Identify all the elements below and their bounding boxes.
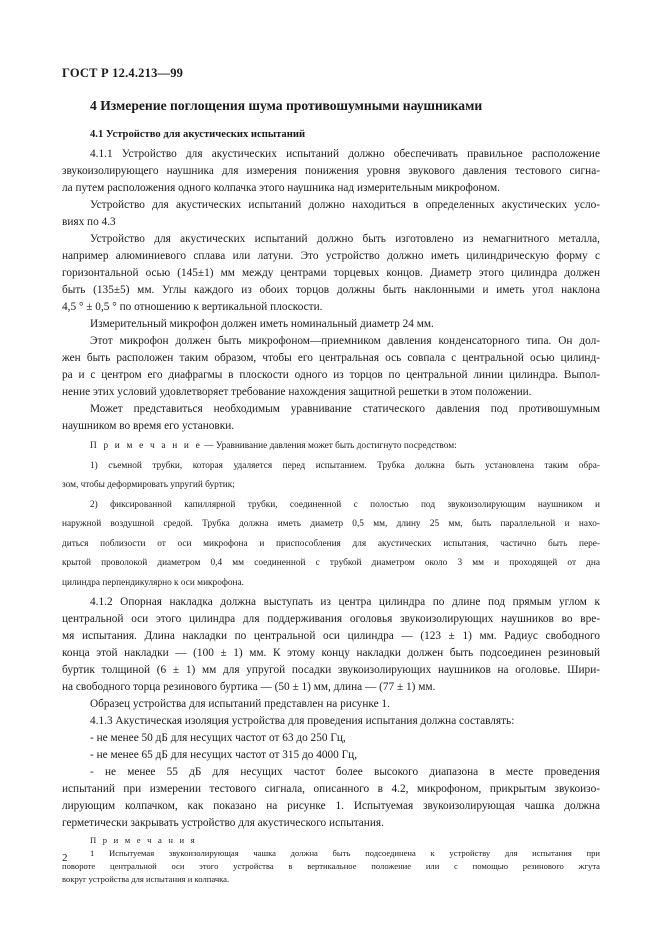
note-line: цилиндра перпендикулярно к оси микрофона. (62, 578, 244, 588)
text-line: Этот микрофон должен быть микрофоном—приемником давления конденсаторного типа. Он дол- (90, 335, 600, 347)
note-line: 1) съемной трубки, которая удаляется перед испытанием. Трубка должна быть установлена таким обра- (90, 461, 600, 471)
text-line: ла путем расположения одного колпачка этого наушника над измерительным микрофоном. (62, 182, 500, 194)
text-line: - не менее 55 дБ для несущих частот более высокого диапазона в месте проведения (90, 766, 600, 778)
text-line: ра и с центром его диафрагмы в плоскости одного из торцов по центральной линии цилиндра. Выпол- (62, 369, 600, 381)
section-title: 4 Измерение поглощения шума противошумными наушниками (90, 98, 483, 113)
page-number: 2 (62, 852, 68, 864)
subsection-title: 4.1 Устройство для акустических испытаний (90, 129, 306, 140)
note-line: 1 Испытуемая звукоизолирующая чашка должна быть подсоединена к устройству для испытания при (90, 848, 600, 858)
text-line: лирующим колпачком, как показано на рисунке 1. Испытуемая звукоизолирующая чашка должна (62, 800, 600, 812)
text-line: нение этих условий удовлетворяет требование нахождения защитной решетки в этом положении. (62, 386, 532, 398)
text-line: быть (135±5) мм. Углы каждого из обоих торцов должны быть наклонными и иметь угол наклона (62, 284, 600, 296)
note-line: диться поблизости от оси микрофона и приспособления для акустических испытания, частично быть пере- (62, 539, 600, 549)
document-code: ГОСТ Р 12.4.213—99 (62, 66, 184, 80)
text-line: - не менее 50 дБ для несущих частот от 63 до 250 Гц, (90, 732, 346, 744)
text-line: Измерительный микрофон должен иметь номинальный диаметр 24 мм. (90, 318, 434, 330)
text-line: жен быть расположен таким образом, чтобы его центральная ось совпала с центральной осью цилинд- (62, 352, 600, 364)
text-line: наушником во время его установки. (62, 420, 235, 432)
text-line: горизонтальной осью (145±1) мм между центрами торцевых концов. Диаметр этого цилиндра должен (62, 267, 600, 279)
text-line: буртик толщиной (6 ± 1) мм для упругой посадки звукоизолирующих наушников на оголовье. Шири- (62, 664, 600, 676)
text-line: герметически закрывать устройство для акустического испытания. (62, 817, 384, 829)
text-line: - не менее 65 дБ для несущих частот от 315 до 4000 Гц, (90, 749, 358, 761)
text-line: например алюминиевого сплава или латуни. Это устройство должно иметь цилиндрическую форму с (62, 250, 600, 262)
note-line: зом, чтобы деформировать упругий буртик; (62, 480, 235, 490)
text-line: центральной оси этого цилиндра для поддерживания оголовья звукоизолирующих наушников во вре- (62, 613, 600, 625)
note-line: 2) фиксированной капиллярной трубки, соединенной с полостью под звукоизолирующим наушником и (90, 500, 600, 510)
note-line: крытой проволокой диаметром 0,4 мм соединенной с трубкой диаметром около 3 мм и проходящей от дна (62, 558, 600, 568)
note-line: вокруг устройства для испытания и колпачка. (62, 874, 230, 884)
text-line: виях по 4.3 (62, 216, 116, 228)
text-line: звукоизолирующего наушника для измерения понижения уровня звукового давления тестового сигна- (62, 165, 600, 177)
text-line: 4,5 ° ± 0,5 ° по отношению к вертикальной плоскости. (62, 301, 323, 313)
text-line: Образец устройства для испытаний представлен на рисунке 1. (90, 698, 390, 710)
text-line: на свободного торца резинового буртика — (50 ± 1) мм, длина — (77 ± 1) мм. (62, 681, 436, 693)
text-line: конца этой накладки — (100 ± 1) мм. К этому концу накладки должен быть подсоединен резиновый (62, 647, 600, 659)
text-line: 4.1.2 Опорная накладка должна выступать из центра цилиндра по длине под прямым углом к (90, 596, 600, 608)
note-line: наружной воздушной средой. Трубка должна иметь диаметр 0,5 мм, длину 25 мм, быть параллельной и нахо- (62, 519, 600, 529)
text-line: 4.1.1 Устройство для акустических испытаний должно обеспечивать правильное расположение (90, 148, 600, 160)
text-line: Может представиться необходимым уравнивание статического давления под противошумным (90, 403, 600, 415)
text-line: испытаний при измерении тестового сигнала, описанного в 4.2, микрофоном, прикрытым звукоизо- (62, 783, 600, 795)
notes-heading: П р и м е ч а н и я (90, 835, 197, 845)
text-line: 4.1.3 Акустическая изоляция устройства для проведения испытания должна составлять: (90, 715, 515, 727)
note-label: П р и м е ч а н и е (90, 441, 202, 451)
note-heading (90, 438, 600, 455)
text-line: Устройство для акустических испытаний должно находиться в определенных акустических усло- (90, 199, 600, 211)
note-text: — Уравнивание давления может быть достигнуто посредством: (201, 441, 457, 451)
text-line: Устройство для акустических испытаний должно быть изготовлено из немагнитного металла, (90, 233, 600, 245)
text-line: мя испытания. Длина накладки по центральной оси цилиндра — (123 ± 1) мм. Радиус свободного (62, 630, 600, 642)
note-line: повороте центральной оси этого устройства в вертикальное положение или с помощью резинового жгута (62, 861, 600, 871)
